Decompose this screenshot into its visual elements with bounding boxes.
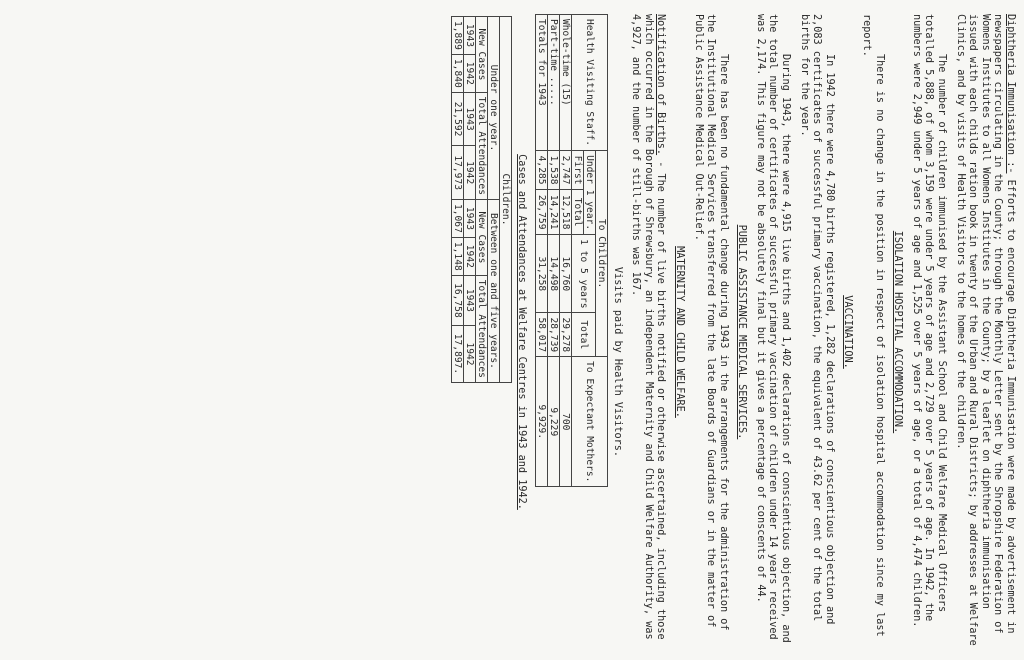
cell: 26,759	[535, 190, 547, 235]
row-label: Part-time .....	[547, 15, 559, 151]
cell: 16,758	[452, 275, 464, 325]
new-cases-header: New Cases	[476, 199, 488, 275]
children-header: Children.	[500, 17, 512, 383]
cell: 12,518	[559, 190, 571, 235]
cell: 14,498	[547, 235, 559, 313]
visits-table	[535, 14, 608, 487]
table-row	[452, 17, 464, 383]
one-to-five-header: 1 to 5 years	[571, 235, 595, 313]
vaccination-paragraph-1: In 1942 there were 4,780 births registered, 1,282 declarations of conscientious objection and 2,083 certificates of successful primary vaccination, the equivalent of 43.62 per cent of the total births for the year.	[798, 14, 835, 631]
cell: 1,148	[452, 237, 464, 275]
row-label: Totals for 1943	[535, 15, 547, 151]
diphtheria-paragraph-2: The number of children immunised by the Assistant School and Child Welfare Medical Officers totalled 5,888, of whom 3,159 were under 5 years of age and 2,729 over 5 years of age. In 1942, the numbers were 2,949 under 5 years of age and 1,525 over 5 years of age, or a total of 4,474 children.	[910, 14, 948, 628]
notification-text: - The number of live births notified or otherwise ascertained, including those which occurred in the Borough of Shrewsbury, an independent Maternity and Child Welfare Authority, was 4,927, and the number of still-births was 167.	[630, 14, 667, 646]
table-row	[559, 15, 571, 487]
year-header: 1942	[464, 326, 476, 383]
cell: 31,258	[535, 235, 547, 313]
year-header: 1942	[464, 54, 476, 92]
diphtheria-heading: Diphtheria Immunisation :-	[1005, 14, 1016, 174]
cell: 4,285	[535, 151, 547, 190]
cell: 28,739	[547, 313, 559, 357]
new-cases-header: New Cases	[476, 17, 488, 93]
year-header: 1943	[464, 275, 476, 325]
cell: 1,067	[452, 199, 464, 237]
notification-paragraph	[629, 14, 667, 650]
total-attendances-header: Total Attendances	[476, 275, 488, 382]
isolation-heading: ISOLATION HOSPITAL ACCOMMODATION.	[892, 230, 904, 434]
document-page	[451, 14, 1016, 650]
total2-header: Total	[571, 313, 595, 357]
vaccination-paragraph-2: During 1943, there were 4,915 live births and 1,402 declarations of conscientious objection, and the total number of certificates of successful primary vaccination of children under 14 years received was 2,174. This figure may not be absolutely final but it gives a percentage of conscents of 44.	[754, 14, 792, 649]
public-assistance-heading: PUBLIC ASSISTANCE MEDICAL SERVICES.	[736, 224, 748, 440]
year-header: 1943	[464, 199, 476, 237]
cell: 9,929.	[535, 357, 547, 487]
cell: 17,973	[452, 146, 464, 200]
expectant-header: To Expectant Mothers.	[571, 357, 607, 487]
year-header: 1942	[464, 146, 476, 200]
cell: 14,241	[547, 190, 559, 235]
under1-header: Under 1 year.	[583, 151, 595, 235]
year-header: 1943	[464, 17, 476, 55]
cases-table	[451, 16, 512, 383]
table-row	[547, 15, 559, 487]
staff-header: Health Visiting Staff.	[571, 15, 607, 151]
under1-header: Under one year.	[488, 17, 500, 200]
children-header: To Children.	[595, 151, 607, 357]
year-header: 1942	[464, 237, 476, 275]
total-attendances-header: Total Attendances	[476, 92, 488, 199]
row-label: Whole-time (15)	[559, 15, 571, 151]
vaccination-heading: VACCINATION.	[842, 295, 854, 369]
year-header: 1943	[464, 92, 476, 146]
notification-heading: Notification of Births.	[655, 14, 667, 156]
cell: 58,017	[535, 313, 547, 357]
cell: 17,897.	[452, 326, 464, 383]
cell: 16,760	[559, 235, 571, 313]
isolation-paragraph: There is no change in the position in respect of isolation hospital accommodation since my last report.	[861, 14, 885, 643]
first-header: First	[571, 151, 583, 190]
cell: 1,840	[452, 54, 464, 92]
maternity-heading: MATERNITY AND CHILD WELFARE.	[673, 246, 685, 418]
cell: 29,278	[559, 313, 571, 357]
totals-row	[535, 15, 547, 487]
cases-table-title: Cases and Attendances at Welfare Centres in 1943 and 1942.	[515, 154, 527, 510]
visits-table-title: Visits paid by Health Visitors.	[611, 266, 623, 458]
total-header: Total	[571, 190, 583, 235]
cell: 700	[559, 357, 571, 487]
diphtheria-paragraph-1	[953, 14, 1016, 650]
diphtheria-text-1: Efforts to encourage Diphtheria Immunisation were made by advertisement in newspapers circulating in the County; through the Monthly Letter sent by the Shropshire Federation of Womens Institutes to all Womens Institutes in the County; by a leaflet on diphtheria immunisation issued with each childs ration book in twenty of the Urban and Rural Districts; by addresses at Welfare Clinics, and by visits of Health Visitors to the homes of the children.	[954, 14, 1016, 652]
cell: 2,747	[559, 151, 571, 190]
cell: 1,889	[452, 17, 464, 55]
cell: 21,592	[452, 92, 464, 146]
cell: 9,229	[547, 357, 559, 487]
one-to-five-header: Between one and five years.	[488, 199, 500, 382]
cell: 1,538	[547, 151, 559, 190]
public-assistance-paragraph: There has been no fundamental change during 1943 in the arrangements for the administration of the Institutional Medical Services transferred from the late Boards of Guardians or in the matter of Public Assistance Medical Out-Relief.	[692, 14, 729, 637]
